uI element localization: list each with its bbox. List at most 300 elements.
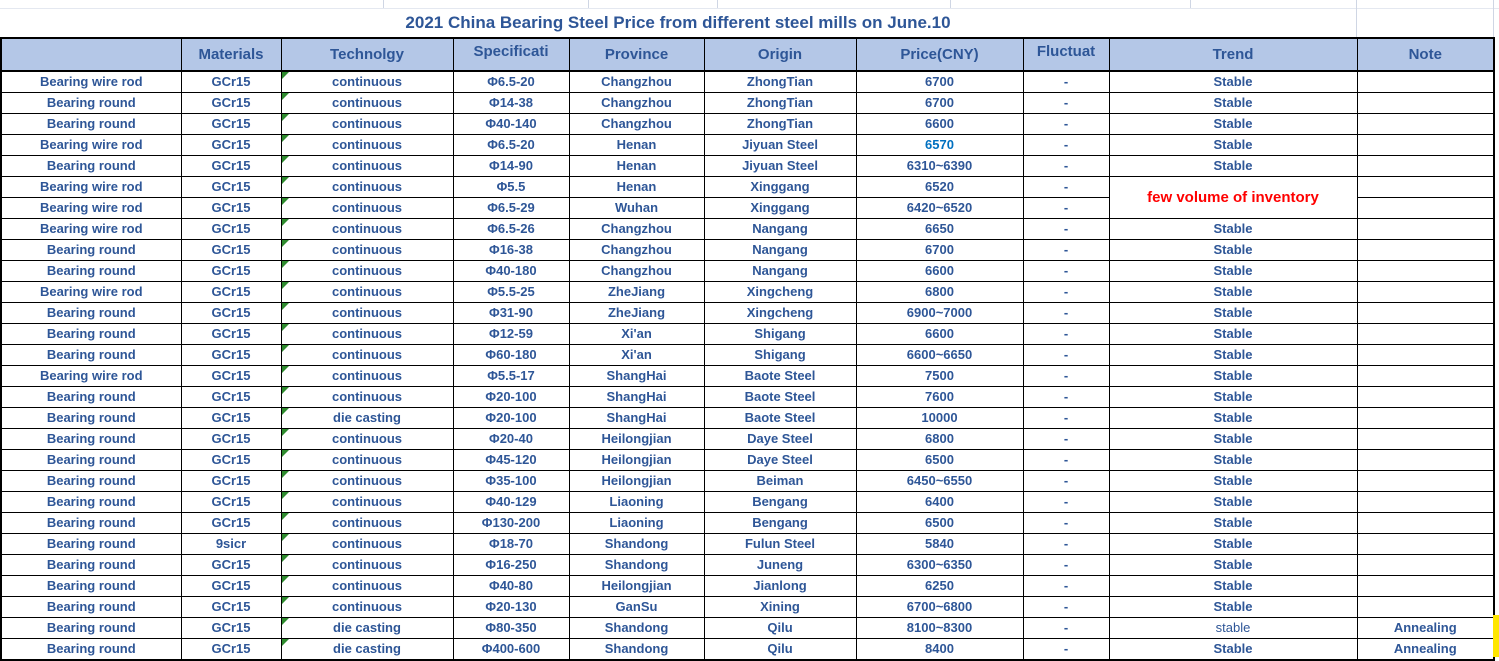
specification-cell[interactable]: Φ12-59 xyxy=(453,324,569,345)
technology-cell[interactable] xyxy=(281,282,453,303)
technology-cell[interactable] xyxy=(281,114,453,135)
origin-cell[interactable]: Jiyuan Steel xyxy=(704,135,856,156)
province-cell[interactable]: Changzhou xyxy=(569,261,704,282)
price-cell[interactable]: 6520 xyxy=(856,177,1023,198)
technology-cell[interactable] xyxy=(281,618,453,639)
table-row xyxy=(1,240,1494,261)
material-cell[interactable]: GCr15 xyxy=(181,240,281,261)
product-cell[interactable]: Bearing round xyxy=(1,240,181,261)
specification-cell[interactable]: Φ40-140 xyxy=(453,114,569,135)
specification-cell[interactable]: Φ14-90 xyxy=(453,156,569,177)
price-cell[interactable]: 7600 xyxy=(856,387,1023,408)
specification-cell[interactable]: Φ20-100 xyxy=(453,408,569,429)
note-cell[interactable] xyxy=(1357,261,1494,282)
product-cell[interactable]: Bearing round xyxy=(1,492,181,513)
fluctuation-cell[interactable]: - xyxy=(1023,471,1109,492)
origin-cell[interactable]: Nangang xyxy=(704,219,856,240)
product-cell[interactable]: Bearing round xyxy=(1,114,181,135)
province-cell[interactable]: Heilongjian xyxy=(569,471,704,492)
product-cell[interactable]: Bearing round xyxy=(1,513,181,534)
price-cell[interactable]: 6600 xyxy=(856,324,1023,345)
fluctuation-cell[interactable]: - xyxy=(1023,177,1109,198)
fluctuation-cell[interactable]: - xyxy=(1023,114,1109,135)
technology-cell[interactable] xyxy=(281,492,453,513)
product-cell[interactable]: Bearing wire rod xyxy=(1,219,181,240)
trend-cell[interactable]: stable xyxy=(1109,618,1357,639)
trend-cell[interactable]: Stable xyxy=(1109,576,1357,597)
origin-cell[interactable]: Shigang xyxy=(704,324,856,345)
note-cell[interactable] xyxy=(1357,71,1494,93)
trend-cell[interactable]: Stable xyxy=(1109,429,1357,450)
note-cell[interactable] xyxy=(1357,282,1494,303)
material-cell[interactable]: GCr15 xyxy=(181,576,281,597)
table-row xyxy=(1,156,1494,177)
technology-cell[interactable] xyxy=(281,240,453,261)
trend-cell[interactable]: Stable xyxy=(1109,450,1357,471)
specification-cell[interactable]: Φ80-350 xyxy=(453,618,569,639)
trend-cell[interactable]: few volume of inventory xyxy=(1109,177,1357,219)
material-cell[interactable]: GCr15 xyxy=(181,639,281,661)
product-cell[interactable]: Bearing wire rod xyxy=(1,366,181,387)
origin-cell[interactable]: Shigang xyxy=(704,345,856,366)
product-cell[interactable]: Bearing round xyxy=(1,387,181,408)
fluctuation-cell[interactable]: - xyxy=(1023,240,1109,261)
material-cell[interactable]: GCr15 xyxy=(181,261,281,282)
fluctuation-cell[interactable]: - xyxy=(1023,618,1109,639)
province-cell[interactable]: Shandong xyxy=(569,618,704,639)
product-cell[interactable]: Bearing wire rod xyxy=(1,198,181,219)
technology-label: continuous xyxy=(331,536,403,551)
material-cell[interactable]: GCr15 xyxy=(181,177,281,198)
price-cell[interactable]: 6500 xyxy=(856,513,1023,534)
technology-cell[interactable] xyxy=(281,135,453,156)
origin-cell[interactable]: ZhongTian xyxy=(704,93,856,114)
trend-cell[interactable]: Stable xyxy=(1109,366,1357,387)
error-indicator-triangle-icon xyxy=(282,366,289,373)
province-cell[interactable]: Liaoning xyxy=(569,492,704,513)
note-cell[interactable] xyxy=(1357,597,1494,618)
material-cell[interactable]: GCr15 xyxy=(181,93,281,114)
trend-cell[interactable]: Stable xyxy=(1109,471,1357,492)
origin-cell[interactable]: Xingcheng xyxy=(704,282,856,303)
fluctuation-cell[interactable]: - xyxy=(1023,639,1109,661)
header-materials[interactable]: Materials xyxy=(181,38,281,71)
origin-cell[interactable]: ZhongTian xyxy=(704,114,856,135)
fluctuation-cell[interactable]: - xyxy=(1023,450,1109,471)
material-cell[interactable]: GCr15 xyxy=(181,450,281,471)
product-cell[interactable]: Bearing round xyxy=(1,576,181,597)
specification-cell[interactable]: Φ400-600 xyxy=(453,639,569,661)
note-cell[interactable] xyxy=(1357,303,1494,324)
price-cell[interactable]: 6600~6650 xyxy=(856,345,1023,366)
fluctuation-cell[interactable]: - xyxy=(1023,366,1109,387)
province-cell[interactable]: Heilongjian xyxy=(569,450,704,471)
technology-cell[interactable] xyxy=(281,219,453,240)
product-cell[interactable]: Bearing round xyxy=(1,555,181,576)
trend-cell[interactable]: Stable xyxy=(1109,261,1357,282)
origin-cell[interactable]: Bengang xyxy=(704,513,856,534)
product-cell[interactable]: Bearing round xyxy=(1,345,181,366)
specification-cell[interactable]: Φ18-70 xyxy=(453,534,569,555)
origin-cell[interactable]: Baote Steel xyxy=(704,387,856,408)
price-cell[interactable]: 6700 xyxy=(856,93,1023,114)
product-cell[interactable]: Bearing round xyxy=(1,597,181,618)
product-cell[interactable]: Bearing round xyxy=(1,471,181,492)
price-cell[interactable]: 7500 xyxy=(856,366,1023,387)
price-cell[interactable]: 6400 xyxy=(856,492,1023,513)
note-cell[interactable] xyxy=(1357,450,1494,471)
table-row xyxy=(1,345,1494,366)
trend-cell[interactable]: Stable xyxy=(1109,93,1357,114)
note-cell[interactable] xyxy=(1357,513,1494,534)
specification-cell[interactable]: Φ6.5-20 xyxy=(453,135,569,156)
trend-cell[interactable]: Stable xyxy=(1109,555,1357,576)
origin-cell[interactable]: Qilu xyxy=(704,639,856,661)
trend-cell[interactable]: Stable xyxy=(1109,240,1357,261)
price-cell[interactable]: 6570 xyxy=(856,135,1023,156)
note-cell[interactable]: Annealing xyxy=(1357,618,1494,639)
technology-cell[interactable] xyxy=(281,303,453,324)
note-cell[interactable] xyxy=(1357,408,1494,429)
specification-cell[interactable]: Φ6.5-29 xyxy=(453,198,569,219)
note-cell[interactable]: Annealing xyxy=(1357,639,1494,661)
table-row xyxy=(1,366,1494,387)
specification-cell[interactable]: Φ40-80 xyxy=(453,576,569,597)
header-technology[interactable]: Technolgy xyxy=(281,38,453,71)
table-row xyxy=(1,534,1494,555)
price-cell[interactable]: 10000 xyxy=(856,408,1023,429)
price-cell[interactable]: 6650 xyxy=(856,219,1023,240)
specification-cell[interactable]: Φ5.5-17 xyxy=(453,366,569,387)
specification-cell[interactable]: Φ20-130 xyxy=(453,597,569,618)
material-cell[interactable]: GCr15 xyxy=(181,471,281,492)
material-cell[interactable]: GCr15 xyxy=(181,324,281,345)
province-cell[interactable]: Henan xyxy=(569,177,704,198)
material-cell[interactable]: GCr15 xyxy=(181,429,281,450)
fluctuation-cell[interactable]: - xyxy=(1023,198,1109,219)
price-cell[interactable]: 6700 xyxy=(856,240,1023,261)
note-cell[interactable] xyxy=(1357,492,1494,513)
note-cell[interactable] xyxy=(1357,324,1494,345)
province-cell[interactable]: Changzhou xyxy=(569,219,704,240)
fluctuation-cell[interactable]: - xyxy=(1023,597,1109,618)
error-indicator-triangle-icon xyxy=(282,429,289,436)
note-cell[interactable] xyxy=(1357,366,1494,387)
specification-cell[interactable]: Φ40-129 xyxy=(453,492,569,513)
fluctuation-cell[interactable]: - xyxy=(1023,219,1109,240)
fluctuation-cell[interactable]: - xyxy=(1023,303,1109,324)
note-cell[interactable] xyxy=(1357,135,1494,156)
specification-cell[interactable]: Φ20-40 xyxy=(453,429,569,450)
fluctuation-cell[interactable]: - xyxy=(1023,408,1109,429)
origin-cell[interactable]: Nangang xyxy=(704,261,856,282)
province-cell[interactable]: Shandong xyxy=(569,555,704,576)
technology-cell[interactable] xyxy=(281,450,453,471)
technology-cell[interactable] xyxy=(281,576,453,597)
origin-cell[interactable]: Jiyuan Steel xyxy=(704,156,856,177)
province-cell[interactable]: Changzhou xyxy=(569,71,704,93)
price-cell[interactable]: 6420~6520 xyxy=(856,198,1023,219)
material-cell[interactable]: GCr15 xyxy=(181,303,281,324)
product-cell[interactable]: Bearing round xyxy=(1,450,181,471)
header-trend[interactable]: Trend xyxy=(1109,38,1357,71)
province-cell[interactable]: Shandong xyxy=(569,534,704,555)
origin-cell[interactable]: Fulun Steel xyxy=(704,534,856,555)
fluctuation-cell[interactable]: - xyxy=(1023,492,1109,513)
product-cell[interactable]: Bearing wire rod xyxy=(1,177,181,198)
material-cell[interactable]: GCr15 xyxy=(181,618,281,639)
material-cell[interactable]: GCr15 xyxy=(181,156,281,177)
origin-cell[interactable]: Baote Steel xyxy=(704,408,856,429)
material-cell[interactable]: GCr15 xyxy=(181,219,281,240)
header-province[interactable]: Province xyxy=(569,38,704,71)
fluctuation-cell[interactable]: - xyxy=(1023,156,1109,177)
origin-cell[interactable]: Xinggang xyxy=(704,198,856,219)
price-cell[interactable]: 6600 xyxy=(856,261,1023,282)
material-cell[interactable]: GCr15 xyxy=(181,555,281,576)
technology-cell[interactable] xyxy=(281,93,453,114)
technology-cell[interactable] xyxy=(281,261,453,282)
fluctuation-cell[interactable]: - xyxy=(1023,534,1109,555)
fluctuation-cell[interactable]: - xyxy=(1023,429,1109,450)
product-cell[interactable]: Bearing round xyxy=(1,156,181,177)
trend-cell[interactable]: Stable xyxy=(1109,492,1357,513)
material-cell[interactable]: GCr15 xyxy=(181,114,281,135)
note-cell[interactable] xyxy=(1357,534,1494,555)
specification-cell[interactable]: Φ31-90 xyxy=(453,303,569,324)
price-cell[interactable]: 6300~6350 xyxy=(856,555,1023,576)
technology-cell[interactable] xyxy=(281,366,453,387)
price-cell[interactable]: 6800 xyxy=(856,429,1023,450)
header-specification[interactable]: Specificati xyxy=(453,38,569,71)
specification-cell[interactable]: Φ35-100 xyxy=(453,471,569,492)
technology-cell[interactable] xyxy=(281,387,453,408)
header-product[interactable] xyxy=(1,38,181,71)
note-cell[interactable] xyxy=(1357,93,1494,114)
note-cell[interactable] xyxy=(1357,177,1494,198)
trend-cell[interactable]: Stable xyxy=(1109,282,1357,303)
specification-cell[interactable]: Φ14-38 xyxy=(453,93,569,114)
fluctuation-cell[interactable]: - xyxy=(1023,71,1109,93)
specification-cell[interactable]: Φ6.5-20 xyxy=(453,71,569,93)
province-cell[interactable]: Liaoning xyxy=(569,513,704,534)
origin-cell[interactable]: Xinggang xyxy=(704,177,856,198)
specification-cell[interactable]: Φ5.5 xyxy=(453,177,569,198)
province-cell[interactable]: Henan xyxy=(569,135,704,156)
trend-cell[interactable]: Stable xyxy=(1109,219,1357,240)
technology-cell[interactable] xyxy=(281,324,453,345)
product-cell[interactable]: Bearing round xyxy=(1,639,181,661)
note-cell[interactable] xyxy=(1357,471,1494,492)
technology-cell[interactable] xyxy=(281,156,453,177)
material-cell[interactable]: GCr15 xyxy=(181,345,281,366)
note-cell[interactable] xyxy=(1357,555,1494,576)
header-note[interactable]: Note xyxy=(1357,38,1494,71)
note-cell[interactable] xyxy=(1357,240,1494,261)
material-cell[interactable]: GCr15 xyxy=(181,408,281,429)
province-cell[interactable]: Changzhou xyxy=(569,93,704,114)
price-cell[interactable]: 6700~6800 xyxy=(856,597,1023,618)
product-cell[interactable]: Bearing round xyxy=(1,93,181,114)
origin-cell[interactable]: Xingcheng xyxy=(704,303,856,324)
technology-cell[interactable] xyxy=(281,198,453,219)
technology-cell[interactable] xyxy=(281,408,453,429)
origin-cell[interactable]: Nangang xyxy=(704,240,856,261)
specification-cell[interactable]: Φ16-250 xyxy=(453,555,569,576)
origin-cell[interactable]: Bengang xyxy=(704,492,856,513)
fluctuation-cell[interactable]: - xyxy=(1023,555,1109,576)
specification-cell[interactable]: Φ45-120 xyxy=(453,450,569,471)
note-cell[interactable] xyxy=(1357,576,1494,597)
trend-cell[interactable]: Stable xyxy=(1109,156,1357,177)
trend-cell[interactable]: Stable xyxy=(1109,303,1357,324)
price-cell[interactable]: 6800 xyxy=(856,282,1023,303)
fluctuation-cell[interactable]: - xyxy=(1023,576,1109,597)
product-cell[interactable]: Bearing wire rod xyxy=(1,282,181,303)
province-cell[interactable]: ShangHai xyxy=(569,366,704,387)
product-cell[interactable]: Bearing round xyxy=(1,303,181,324)
technology-cell[interactable] xyxy=(281,429,453,450)
trend-cell[interactable]: Stable xyxy=(1109,135,1357,156)
specification-cell[interactable]: Φ20-100 xyxy=(453,387,569,408)
sheet-title[interactable]: 2021 China Bearing Steel Price from different steel mills on June.10 xyxy=(405,13,951,32)
price-cell[interactable]: 5840 xyxy=(856,534,1023,555)
technology-cell[interactable] xyxy=(281,345,453,366)
price-cell[interactable]: 6600 xyxy=(856,114,1023,135)
specification-cell[interactable]: Φ130-200 xyxy=(453,513,569,534)
product-cell[interactable]: Bearing round xyxy=(1,324,181,345)
material-cell[interactable]: GCr15 xyxy=(181,71,281,93)
trend-cell[interactable]: Stable xyxy=(1109,597,1357,618)
trend-cell[interactable]: Stable xyxy=(1109,408,1357,429)
product-cell[interactable]: Bearing round xyxy=(1,534,181,555)
trend-cell[interactable]: Stable xyxy=(1109,387,1357,408)
material-cell[interactable]: GCr15 xyxy=(181,198,281,219)
note-cell[interactable] xyxy=(1357,198,1494,219)
province-cell[interactable]: Henan xyxy=(569,156,704,177)
product-cell[interactable]: Bearing round xyxy=(1,408,181,429)
note-cell[interactable] xyxy=(1357,219,1494,240)
price-cell[interactable]: 6310~6390 xyxy=(856,156,1023,177)
material-cell[interactable]: GCr15 xyxy=(181,282,281,303)
province-cell[interactable]: ShangHai xyxy=(569,408,704,429)
technology-cell[interactable] xyxy=(281,534,453,555)
material-cell[interactable]: GCr15 xyxy=(181,366,281,387)
specification-cell[interactable]: Φ5.5-25 xyxy=(453,282,569,303)
note-cell[interactable] xyxy=(1357,114,1494,135)
note-cell[interactable] xyxy=(1357,156,1494,177)
province-cell[interactable]: ZheJiang xyxy=(569,282,704,303)
gridline xyxy=(1190,0,1191,8)
province-cell[interactable]: Xi'an xyxy=(569,324,704,345)
product-cell[interactable]: Bearing round xyxy=(1,261,181,282)
province-cell[interactable]: GanSu xyxy=(569,597,704,618)
technology-cell[interactable] xyxy=(281,71,453,93)
fluctuation-cell[interactable]: - xyxy=(1023,387,1109,408)
trend-cell[interactable]: Stable xyxy=(1109,534,1357,555)
fluctuation-cell[interactable]: - xyxy=(1023,513,1109,534)
material-cell[interactable]: GCr15 xyxy=(181,387,281,408)
origin-cell[interactable]: Qilu xyxy=(704,618,856,639)
price-cell[interactable]: 8100~8300 xyxy=(856,618,1023,639)
material-cell[interactable]: GCr15 xyxy=(181,597,281,618)
province-cell[interactable]: Wuhan xyxy=(569,198,704,219)
province-cell[interactable]: Heilongjian xyxy=(569,429,704,450)
product-cell[interactable]: Bearing round xyxy=(1,429,181,450)
province-cell[interactable]: Changzhou xyxy=(569,240,704,261)
note-cell[interactable] xyxy=(1357,429,1494,450)
price-cell[interactable]: 6900~7000 xyxy=(856,303,1023,324)
price-cell[interactable]: 8400 xyxy=(856,639,1023,661)
material-cell[interactable]: GCr15 xyxy=(181,492,281,513)
province-cell[interactable]: ZheJiang xyxy=(569,303,704,324)
header-price[interactable]: Price(CNY) xyxy=(856,38,1023,71)
note-cell[interactable] xyxy=(1357,345,1494,366)
province-cell[interactable]: Shandong xyxy=(569,639,704,661)
technology-cell[interactable] xyxy=(281,597,453,618)
product-cell[interactable]: Bearing wire rod xyxy=(1,71,181,93)
fluctuation-cell[interactable]: - xyxy=(1023,93,1109,114)
product-cell[interactable]: Bearing wire rod xyxy=(1,135,181,156)
technology-cell[interactable] xyxy=(281,513,453,534)
origin-cell[interactable]: Beiman xyxy=(704,471,856,492)
trend-cell[interactable]: Stable xyxy=(1109,71,1357,93)
price-cell[interactable]: 6500 xyxy=(856,450,1023,471)
province-cell[interactable]: Heilongjian xyxy=(569,576,704,597)
province-cell[interactable]: Xi'an xyxy=(569,345,704,366)
error-indicator-triangle-icon xyxy=(282,387,289,394)
fluctuation-cell[interactable]: - xyxy=(1023,345,1109,366)
trend-cell[interactable]: Stable xyxy=(1109,114,1357,135)
specification-cell[interactable]: Φ60-180 xyxy=(453,345,569,366)
trend-cell[interactable]: Stable xyxy=(1109,513,1357,534)
trend-cell[interactable]: Stable xyxy=(1109,345,1357,366)
material-cell[interactable]: GCr15 xyxy=(181,513,281,534)
origin-cell[interactable]: Jianlong xyxy=(704,576,856,597)
price-cell[interactable]: 6700 xyxy=(856,71,1023,93)
price-cell[interactable]: 6250 xyxy=(856,576,1023,597)
error-indicator-triangle-icon xyxy=(282,408,289,415)
origin-cell[interactable]: Baote Steel xyxy=(704,366,856,387)
price-cell[interactable]: 6450~6550 xyxy=(856,471,1023,492)
note-cell[interactable] xyxy=(1357,387,1494,408)
trend-cell[interactable]: Stable xyxy=(1109,324,1357,345)
material-cell[interactable]: GCr15 xyxy=(181,135,281,156)
specification-cell[interactable]: Φ6.5-26 xyxy=(453,219,569,240)
fluctuation-cell[interactable]: - xyxy=(1023,282,1109,303)
origin-cell[interactable]: Daye Steel xyxy=(704,429,856,450)
technology-cell[interactable] xyxy=(281,177,453,198)
fluctuation-cell[interactable]: - xyxy=(1023,135,1109,156)
origin-cell[interactable]: Daye Steel xyxy=(704,450,856,471)
fluctuation-cell[interactable]: - xyxy=(1023,324,1109,345)
specification-cell[interactable]: Φ40-180 xyxy=(453,261,569,282)
technology-cell[interactable] xyxy=(281,555,453,576)
product-cell[interactable]: Bearing round xyxy=(1,618,181,639)
province-cell[interactable]: Changzhou xyxy=(569,114,704,135)
header-origin[interactable]: Origin xyxy=(704,38,856,71)
origin-cell[interactable]: Xining xyxy=(704,597,856,618)
province-cell[interactable]: ShangHai xyxy=(569,387,704,408)
fluctuation-cell[interactable]: - xyxy=(1023,261,1109,282)
material-cell[interactable]: 9sicr xyxy=(181,534,281,555)
header-fluctuation[interactable]: Fluctuat xyxy=(1023,38,1109,71)
origin-cell[interactable]: ZhongTian xyxy=(704,71,856,93)
specification-cell[interactable]: Φ16-38 xyxy=(453,240,569,261)
technology-cell[interactable] xyxy=(281,471,453,492)
trend-cell[interactable]: Stable xyxy=(1109,639,1357,661)
origin-cell[interactable]: Juneng xyxy=(704,555,856,576)
